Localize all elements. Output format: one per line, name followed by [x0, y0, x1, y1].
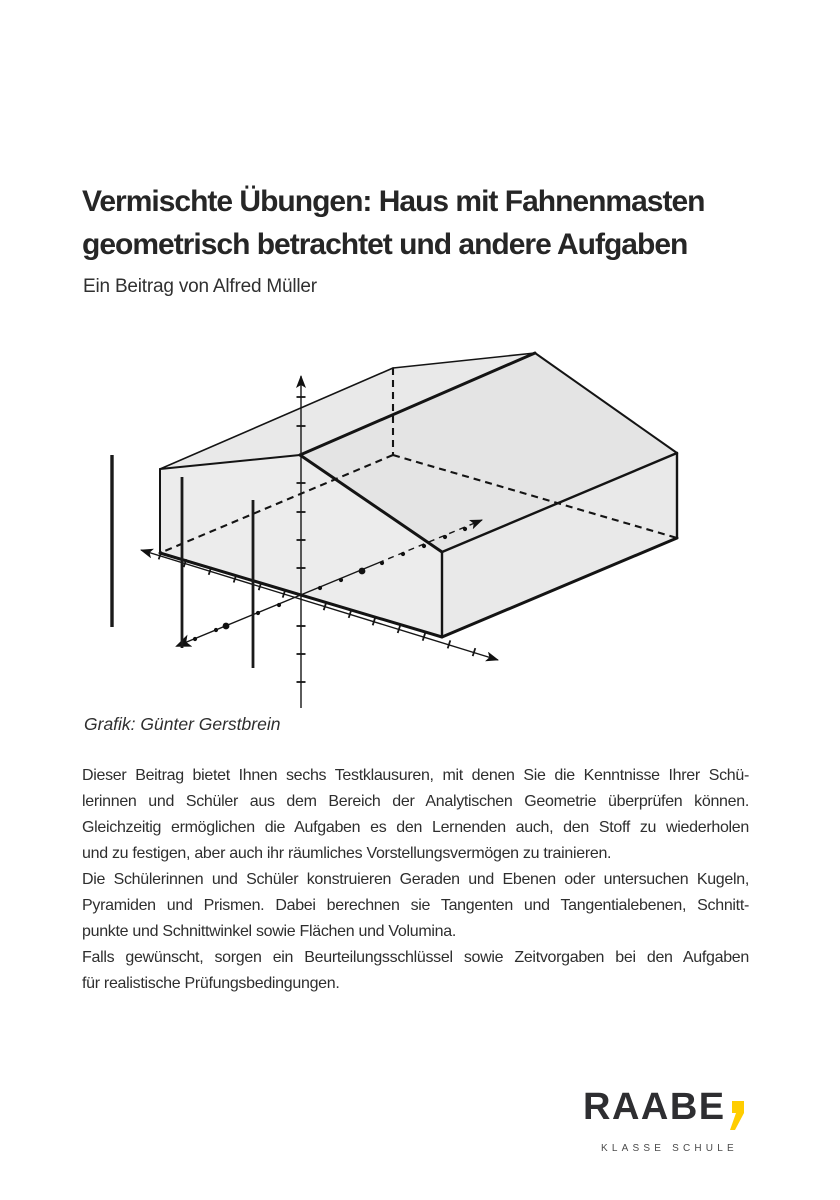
body-line: lerinnen und Schüler aus dem Bereich der Analytischen Geometrie überprüfen können. [82, 793, 749, 810]
body-line: für realistische Prüfungsbedingungen. [82, 975, 340, 992]
house-faces [160, 353, 677, 637]
page-title-line2: geometrisch betrachtet und andere Aufgaben [82, 228, 688, 262]
page-title-line1: Vermischte Übungen: Haus mit Fahnenmasten [82, 185, 705, 219]
logo-brand-text: RAABE [583, 1086, 726, 1128]
body-line: und zu festigen, aber auch ihr räumliches Vorstellungsvermögen zu trainieren. [82, 845, 612, 862]
logo-tagline: KLASSE SCHULE [601, 1143, 738, 1154]
body-line: Pyramiden und Prismen. Dabei berechnen sie Tangenten und Tangentialebenen, Schnitt- [82, 897, 749, 914]
page-title [82, 180, 762, 266]
body-line: Dieser Beitrag bietet Ihnen sechs Testklausuren, mit denen Sie die Kenntnisse Ihrer Schü- [82, 767, 749, 784]
logo-brand-row [583, 1088, 758, 1141]
body-line: Falls gewünscht, sorgen ein Beurteilungsschlüssel sowie Zeitvorgaben bei den Aufgaben [82, 949, 749, 966]
figure-caption: Grafik: Günter Gerstbrein [84, 714, 281, 734]
logo-comma-icon [729, 1100, 745, 1141]
byline: Ein Beitrag von Alfred Müller [83, 276, 317, 297]
body-line: punkte und Schnittwinkel sowie Flächen und Volumina. [82, 923, 456, 940]
body-text [82, 763, 749, 997]
body-line: Gleichzeitig ermöglichen die Aufgaben es den Lernenden auch, den Stoff zu wiederholen [82, 819, 749, 836]
figure-3d-house-with-flagpoles [100, 340, 700, 712]
publisher-logo [583, 1088, 758, 1154]
body-line: Die Schülerinnen und Schüler konstruieren Geraden und Ebenen oder untersuchen Kugeln, [82, 871, 749, 888]
